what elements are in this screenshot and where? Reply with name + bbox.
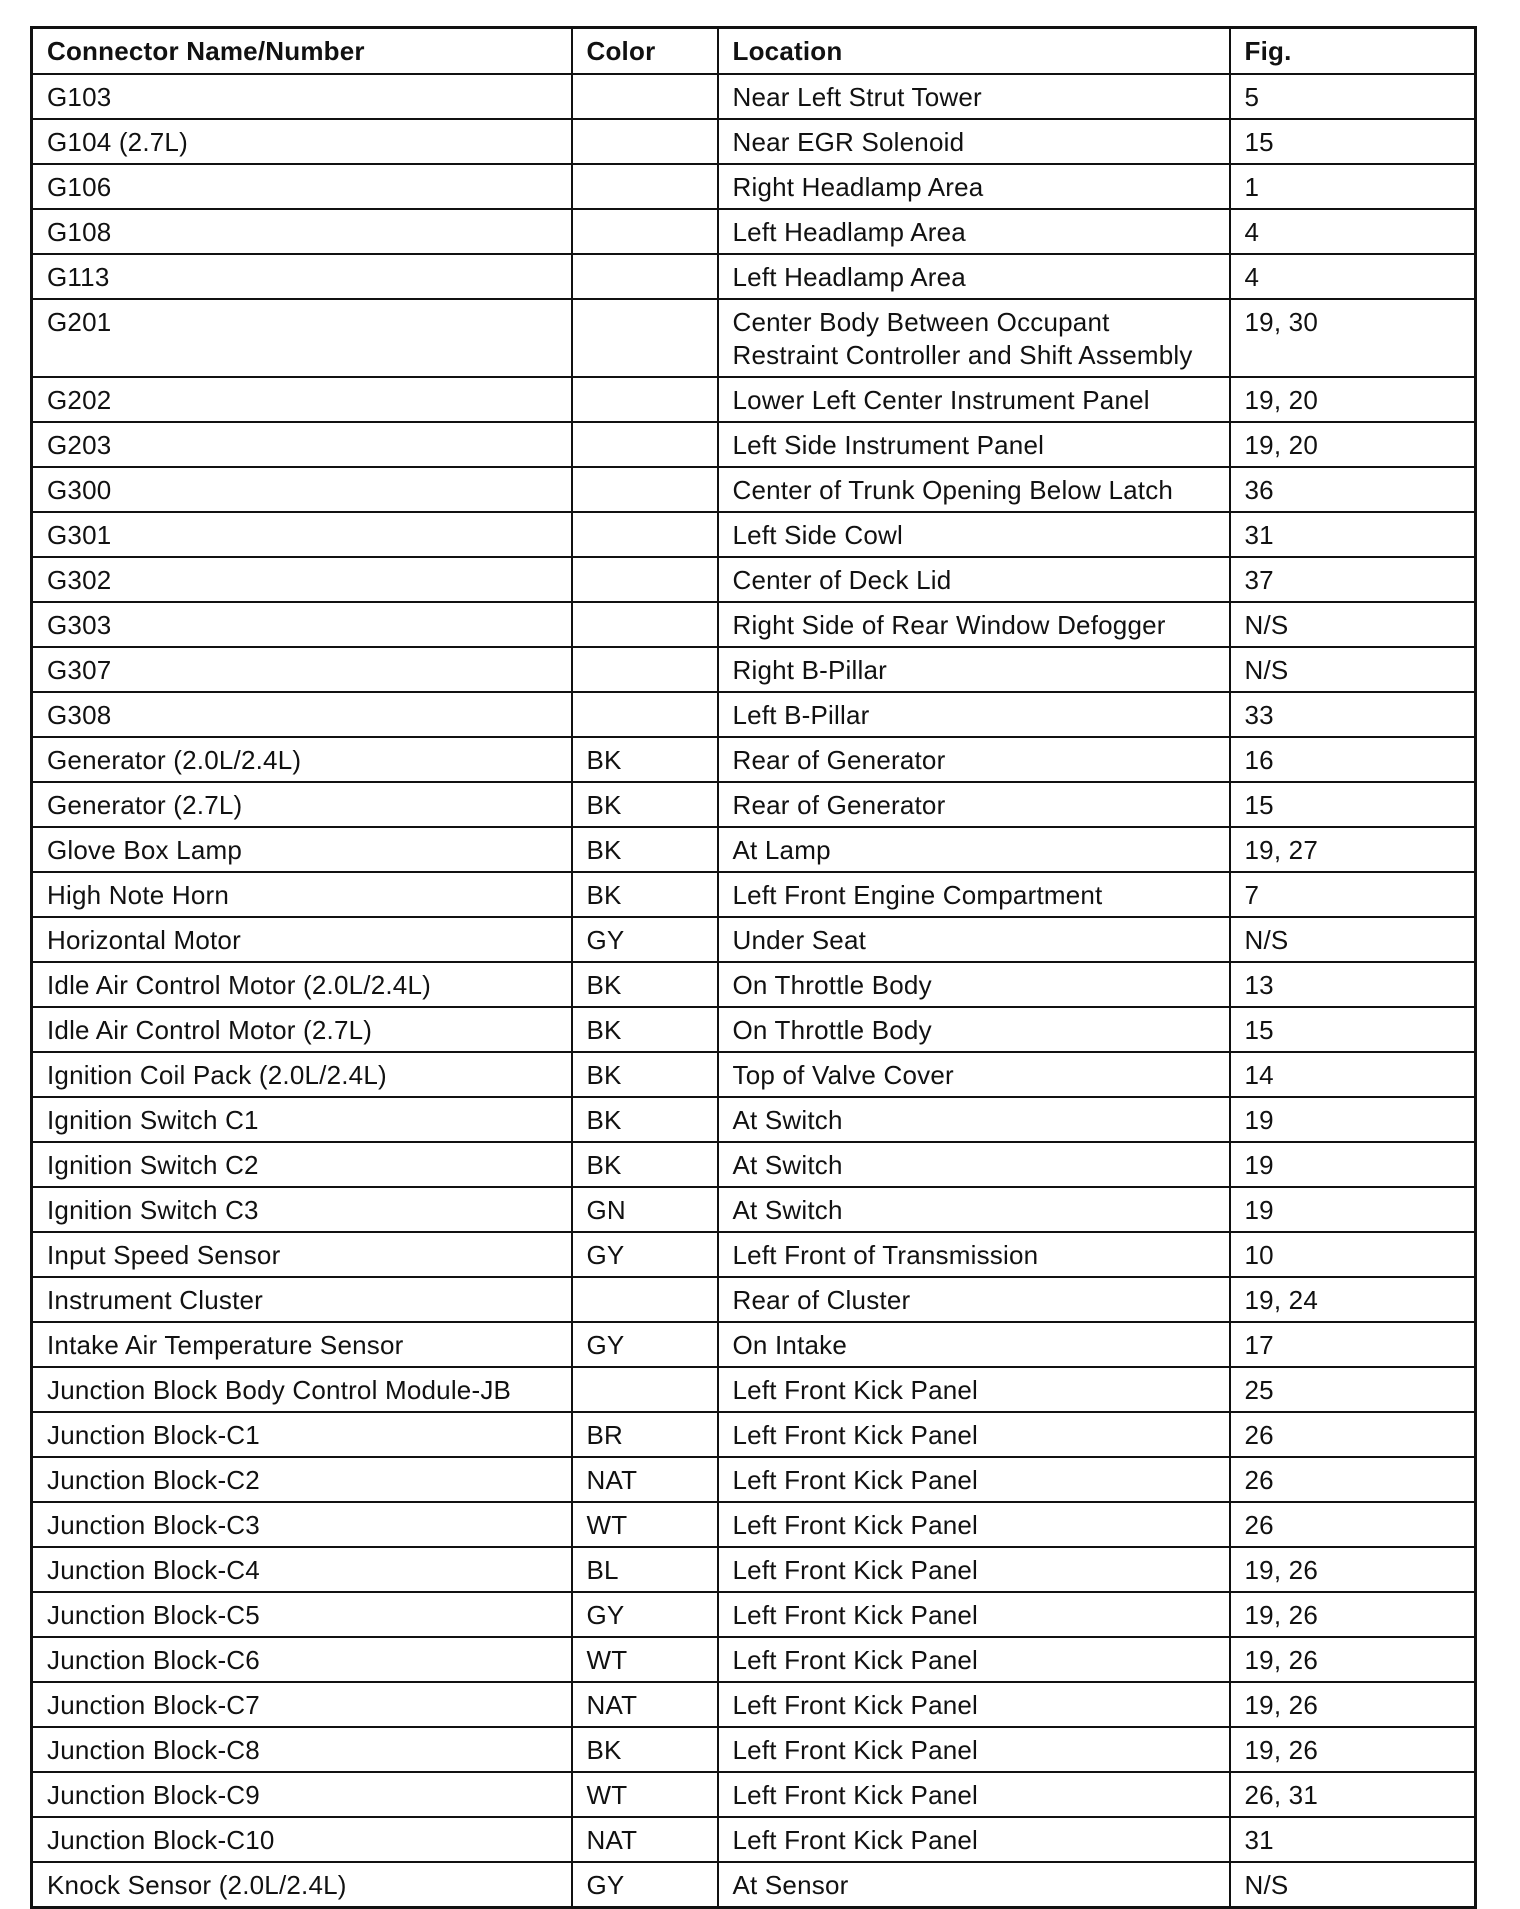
cell-fig: 26: [1230, 1412, 1476, 1457]
cell-connector-name: G104 (2.7L): [32, 119, 572, 164]
cell-location: Top of Valve Cover: [718, 1052, 1230, 1097]
cell-location: On Throttle Body: [718, 962, 1230, 1007]
cell-color: NAT: [572, 1682, 718, 1727]
table-row: [32, 1007, 1476, 1052]
table-body: [32, 74, 1476, 1908]
cell-fig: 13: [1230, 962, 1476, 1007]
cell-color: [572, 467, 718, 512]
connector-location-table: [30, 26, 1477, 1909]
cell-color: [572, 1367, 718, 1412]
cell-color: WT: [572, 1637, 718, 1682]
cell-fig: 26: [1230, 1457, 1476, 1502]
cell-fig: 19, 26: [1230, 1547, 1476, 1592]
header-color: Color: [572, 28, 718, 75]
cell-fig: 19, 20: [1230, 377, 1476, 422]
cell-fig: 4: [1230, 209, 1476, 254]
cell-fig: 26: [1230, 1502, 1476, 1547]
cell-color: NAT: [572, 1457, 718, 1502]
table-row: [32, 254, 1476, 299]
header-connector-name: Connector Name/Number: [32, 28, 572, 75]
cell-color: [572, 377, 718, 422]
cell-color: [572, 1277, 718, 1322]
cell-connector-name: G307: [32, 647, 572, 692]
cell-location: Center of Deck Lid: [718, 557, 1230, 602]
cell-location: Left Headlamp Area: [718, 254, 1230, 299]
cell-color: BK: [572, 1052, 718, 1097]
cell-location: Left Front Kick Panel: [718, 1682, 1230, 1727]
table-row: [32, 1277, 1476, 1322]
cell-color: [572, 74, 718, 119]
cell-color: BK: [572, 737, 718, 782]
cell-location: Right Side of Rear Window Defogger: [718, 602, 1230, 647]
cell-color: BK: [572, 1727, 718, 1772]
cell-color: BK: [572, 827, 718, 872]
cell-location: Center of Trunk Opening Below Latch: [718, 467, 1230, 512]
cell-fig: N/S: [1230, 647, 1476, 692]
table-row: [32, 1502, 1476, 1547]
cell-location: Left Front Kick Panel: [718, 1367, 1230, 1412]
cell-fig: 25: [1230, 1367, 1476, 1412]
cell-fig: 31: [1230, 512, 1476, 557]
cell-fig: 19, 26: [1230, 1592, 1476, 1637]
cell-location: Near Left Strut Tower: [718, 74, 1230, 119]
cell-fig: N/S: [1230, 917, 1476, 962]
table-row: [32, 74, 1476, 119]
table-row: [32, 1682, 1476, 1727]
table-row: [32, 782, 1476, 827]
cell-connector-name: G103: [32, 74, 572, 119]
table-row: [32, 1817, 1476, 1862]
cell-location: On Throttle Body: [718, 1007, 1230, 1052]
cell-connector-name: Glove Box Lamp: [32, 827, 572, 872]
cell-location: Left Side Cowl: [718, 512, 1230, 557]
cell-fig: 36: [1230, 467, 1476, 512]
cell-connector-name: G113: [32, 254, 572, 299]
cell-connector-name: Junction Block-C3: [32, 1502, 572, 1547]
table-row: [32, 872, 1476, 917]
cell-location: Center Body Between Occupant Restraint Controller and Shift Assembly: [718, 299, 1230, 377]
table-row: [32, 1547, 1476, 1592]
cell-fig: 19: [1230, 1187, 1476, 1232]
cell-connector-name: G202: [32, 377, 572, 422]
cell-color: [572, 164, 718, 209]
cell-location: At Sensor: [718, 1862, 1230, 1908]
cell-color: WT: [572, 1772, 718, 1817]
table-row: [32, 467, 1476, 512]
cell-location: At Lamp: [718, 827, 1230, 872]
cell-color: GY: [572, 1232, 718, 1277]
table-row: [32, 827, 1476, 872]
table-row: [32, 1637, 1476, 1682]
cell-location: Left Front Kick Panel: [718, 1457, 1230, 1502]
cell-fig: 7: [1230, 872, 1476, 917]
table-row: [32, 1142, 1476, 1187]
cell-color: GY: [572, 917, 718, 962]
cell-connector-name: High Note Horn: [32, 872, 572, 917]
table-row: [32, 119, 1476, 164]
cell-fig: N/S: [1230, 1862, 1476, 1908]
cell-connector-name: Ignition Switch C3: [32, 1187, 572, 1232]
cell-connector-name: Idle Air Control Motor (2.0L/2.4L): [32, 962, 572, 1007]
table-row: [32, 1232, 1476, 1277]
table-row: [32, 422, 1476, 467]
cell-location: Left Front Kick Panel: [718, 1772, 1230, 1817]
cell-connector-name: G203: [32, 422, 572, 467]
cell-color: GN: [572, 1187, 718, 1232]
table-row: [32, 377, 1476, 422]
cell-connector-name: G108: [32, 209, 572, 254]
cell-location: Near EGR Solenoid: [718, 119, 1230, 164]
table-row: [32, 602, 1476, 647]
cell-connector-name: Junction Block-C9: [32, 1772, 572, 1817]
cell-color: [572, 254, 718, 299]
table-row: [32, 1862, 1476, 1908]
table-row: [32, 1412, 1476, 1457]
cell-connector-name: G201: [32, 299, 572, 377]
cell-fig: 15: [1230, 1007, 1476, 1052]
cell-fig: 16: [1230, 737, 1476, 782]
cell-fig: 37: [1230, 557, 1476, 602]
cell-fig: 19, 24: [1230, 1277, 1476, 1322]
cell-connector-name: Ignition Switch C2: [32, 1142, 572, 1187]
cell-color: BK: [572, 1007, 718, 1052]
cell-connector-name: Junction Block-C5: [32, 1592, 572, 1637]
cell-fig: 15: [1230, 782, 1476, 827]
table-row: [32, 1367, 1476, 1412]
cell-connector-name: Junction Block Body Control Module-JB: [32, 1367, 572, 1412]
cell-color: BK: [572, 872, 718, 917]
table-row: [32, 1772, 1476, 1817]
header-fig: Fig.: [1230, 28, 1476, 75]
table-row: [32, 1187, 1476, 1232]
cell-fig: 19, 26: [1230, 1637, 1476, 1682]
cell-connector-name: Idle Air Control Motor (2.7L): [32, 1007, 572, 1052]
cell-location: Left Front Kick Panel: [718, 1817, 1230, 1862]
cell-location: Lower Left Center Instrument Panel: [718, 377, 1230, 422]
cell-location: Rear of Generator: [718, 737, 1230, 782]
table-row: [32, 209, 1476, 254]
cell-location: Left Headlamp Area: [718, 209, 1230, 254]
cell-location: Left Front Kick Panel: [718, 1637, 1230, 1682]
cell-fig: 31: [1230, 1817, 1476, 1862]
cell-location: At Switch: [718, 1142, 1230, 1187]
table-row: [32, 647, 1476, 692]
cell-connector-name: Junction Block-C1: [32, 1412, 572, 1457]
cell-fig: 4: [1230, 254, 1476, 299]
table-row: [32, 962, 1476, 1007]
cell-fig: 14: [1230, 1052, 1476, 1097]
cell-location: Left Front Engine Compartment: [718, 872, 1230, 917]
cell-location: Left B-Pillar: [718, 692, 1230, 737]
cell-connector-name: Input Speed Sensor: [32, 1232, 572, 1277]
cell-color: [572, 512, 718, 557]
table-row: [32, 557, 1476, 602]
cell-color: NAT: [572, 1817, 718, 1862]
table-row: [32, 692, 1476, 737]
cell-fig: 19, 27: [1230, 827, 1476, 872]
cell-connector-name: Junction Block-C8: [32, 1727, 572, 1772]
cell-color: [572, 557, 718, 602]
cell-location: Right B-Pillar: [718, 647, 1230, 692]
cell-location: Left Front of Transmission: [718, 1232, 1230, 1277]
cell-connector-name: Horizontal Motor: [32, 917, 572, 962]
cell-color: [572, 602, 718, 647]
cell-color: GY: [572, 1322, 718, 1367]
header-row: [32, 28, 1476, 75]
cell-fig: 26, 31: [1230, 1772, 1476, 1817]
cell-connector-name: Knock Sensor (2.0L/2.4L): [32, 1862, 572, 1908]
cell-location: Left Front Kick Panel: [718, 1412, 1230, 1457]
cell-location: Right Headlamp Area: [718, 164, 1230, 209]
cell-color: BK: [572, 1142, 718, 1187]
table-row: [32, 1052, 1476, 1097]
cell-connector-name: G302: [32, 557, 572, 602]
cell-location: Left Front Kick Panel: [718, 1547, 1230, 1592]
cell-fig: 19, 26: [1230, 1682, 1476, 1727]
cell-color: [572, 119, 718, 164]
cell-connector-name: G303: [32, 602, 572, 647]
cell-color: BL: [572, 1547, 718, 1592]
cell-connector-name: Generator (2.0L/2.4L): [32, 737, 572, 782]
cell-connector-name: Instrument Cluster: [32, 1277, 572, 1322]
header-location: Location: [718, 28, 1230, 75]
cell-connector-name: Junction Block-C10: [32, 1817, 572, 1862]
cell-connector-name: G300: [32, 467, 572, 512]
cell-color: BK: [572, 1097, 718, 1142]
cell-fig: 1: [1230, 164, 1476, 209]
table-row: [32, 512, 1476, 557]
cell-fig: 19, 30: [1230, 299, 1476, 377]
cell-location: Left Front Kick Panel: [718, 1592, 1230, 1637]
table-row: [32, 737, 1476, 782]
table-header: [32, 28, 1476, 75]
cell-connector-name: G301: [32, 512, 572, 557]
cell-connector-name: Generator (2.7L): [32, 782, 572, 827]
cell-location: On Intake: [718, 1322, 1230, 1367]
cell-connector-name: G308: [32, 692, 572, 737]
cell-connector-name: G106: [32, 164, 572, 209]
cell-connector-name: Junction Block-C2: [32, 1457, 572, 1502]
cell-fig: 10: [1230, 1232, 1476, 1277]
cell-color: [572, 692, 718, 737]
cell-fig: 17: [1230, 1322, 1476, 1367]
cell-location: Rear of Cluster: [718, 1277, 1230, 1322]
cell-color: BR: [572, 1412, 718, 1457]
table-row: [32, 1727, 1476, 1772]
cell-fig: 15: [1230, 119, 1476, 164]
cell-color: [572, 209, 718, 254]
cell-connector-name: Ignition Coil Pack (2.0L/2.4L): [32, 1052, 572, 1097]
cell-location: At Switch: [718, 1097, 1230, 1142]
cell-color: [572, 647, 718, 692]
cell-fig: 19: [1230, 1097, 1476, 1142]
cell-connector-name: Junction Block-C4: [32, 1547, 572, 1592]
cell-location: Left Side Instrument Panel: [718, 422, 1230, 467]
cell-color: GY: [572, 1592, 718, 1637]
cell-fig: 19, 26: [1230, 1727, 1476, 1772]
cell-fig: 19: [1230, 1142, 1476, 1187]
table-row: [32, 1457, 1476, 1502]
table-row: [32, 299, 1476, 377]
cell-connector-name: Ignition Switch C1: [32, 1097, 572, 1142]
cell-color: GY: [572, 1862, 718, 1908]
cell-location: At Switch: [718, 1187, 1230, 1232]
cell-connector-name: Junction Block-C7: [32, 1682, 572, 1727]
cell-color: BK: [572, 782, 718, 827]
cell-color: WT: [572, 1502, 718, 1547]
table-row: [32, 917, 1476, 962]
cell-connector-name: Intake Air Temperature Sensor: [32, 1322, 572, 1367]
cell-fig: 5: [1230, 74, 1476, 119]
cell-color: [572, 422, 718, 467]
cell-fig: N/S: [1230, 602, 1476, 647]
table-row: [32, 1592, 1476, 1637]
cell-location: Under Seat: [718, 917, 1230, 962]
cell-color: [572, 299, 718, 377]
cell-location: Left Front Kick Panel: [718, 1727, 1230, 1772]
cell-location: Left Front Kick Panel: [718, 1502, 1230, 1547]
cell-fig: 33: [1230, 692, 1476, 737]
cell-color: BK: [572, 962, 718, 1007]
table-row: [32, 1097, 1476, 1142]
cell-location: Rear of Generator: [718, 782, 1230, 827]
table-row: [32, 164, 1476, 209]
cell-connector-name: Junction Block-C6: [32, 1637, 572, 1682]
table-row: [32, 1322, 1476, 1367]
cell-fig: 19, 20: [1230, 422, 1476, 467]
